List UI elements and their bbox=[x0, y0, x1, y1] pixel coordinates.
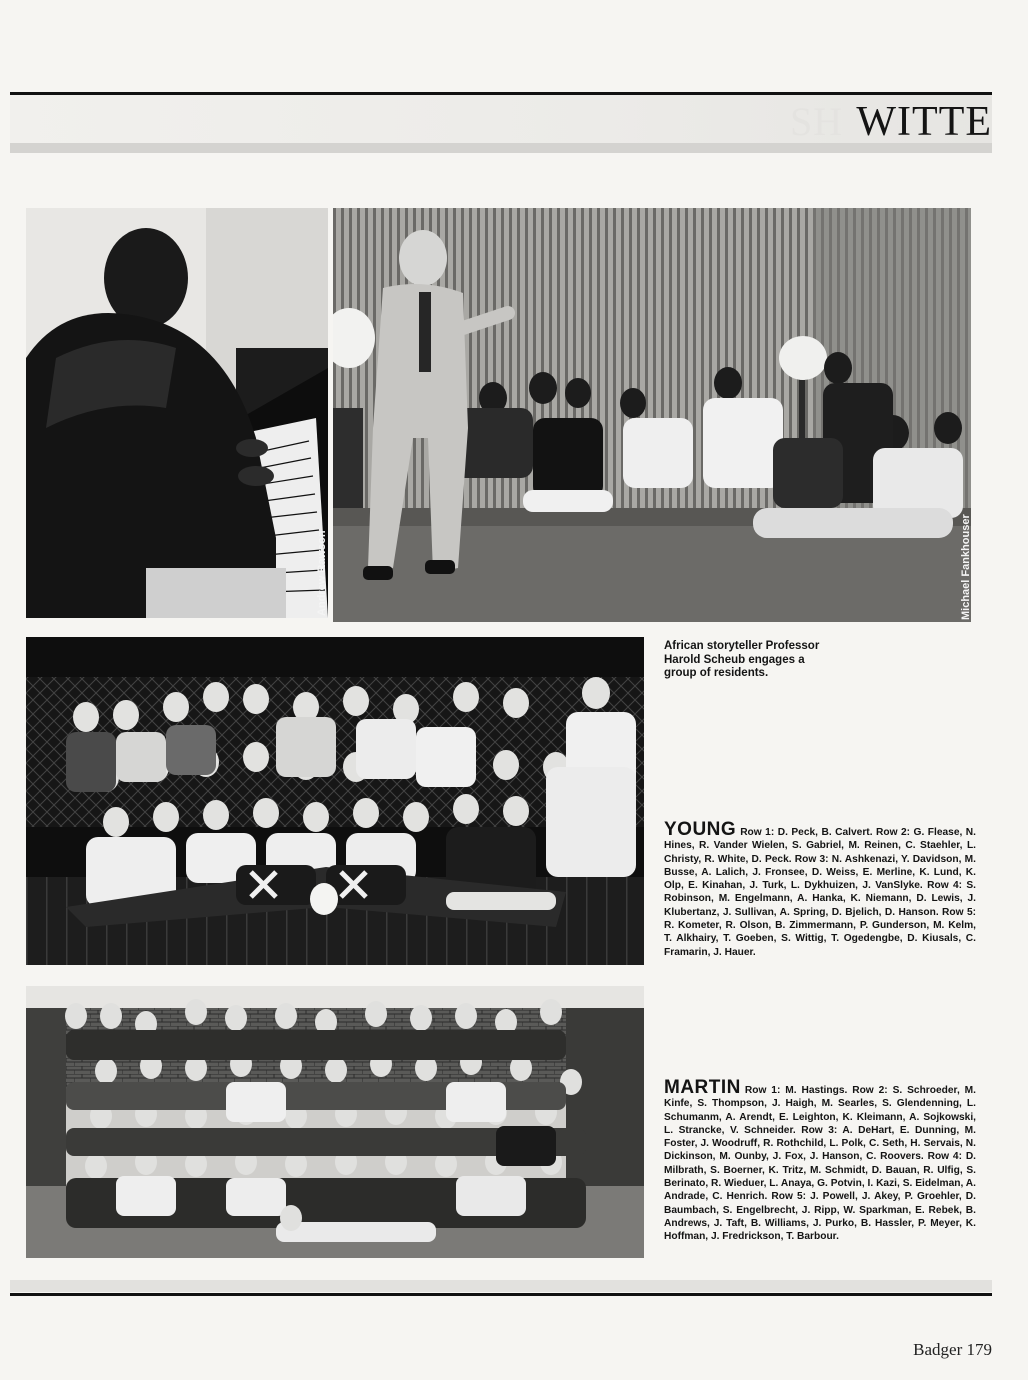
footer-band bbox=[10, 1280, 992, 1292]
header-ghost-lettering: SH bbox=[790, 99, 844, 144]
page-title: WITTE bbox=[856, 99, 992, 145]
martin-group-photo-image bbox=[26, 986, 644, 1258]
young-roster bbox=[664, 819, 976, 959]
piano-photo-image bbox=[26, 208, 328, 618]
young-roster-text: Row 1: D. Peck, B. Calvert. Row 2: G. Flease, N. Hines, R. Vander Wielen, S. Gabriel, M. Reinen, C. Staehler, L. Christy, R. White, D. Peck. Row 3: N. Ashkenazi, Y. Davidson, M. Busse, A. Lalich, J. Fronsee, D. Weiss, E. Merline, K. Lund, K. Olp, E. Kinahan, J. Turk, L. Dykhuizen, J. VanSlyke. Row 4: S. Robinson, M. Engelmann, A. Hanka, K. Niemann, D. Lewis, J. Klubertanz, J. Sullivan, A. Spring, D. Bjelich, D. Hanson. Row 5: R. Kometer, R. Olson, B. Zimmermann, P. Gunderson, M. Kelm, T. Alkhairy, T. Goeben, S. Wittig, T. Ogedengbe, D. Kiusals, C. Framarin, J. Hauer. bbox=[664, 827, 976, 958]
martin-roster-text: Row 1: M. Hastings. Row 2: S. Schroeder, M. Kinfe, S. Thompson, J. Haigh, M. Searles, S. Glendenning, L. Schumanm, A. Arendt, E. Leighton, K. Kleimann, A. Sojkowski, L. Strancke, V. Schneider. Row 3: A. DeHart, E. Dunning, M. Foster, J. Woodruff, R. Rothchild, L. Polk, C. Seth, H. Servais, N. Dickinson, M. Ounby, J. Fox, J. Hanson, C. Roovers. Row 4: D. Milbrath, S. Boerner, K. Tritz, M. Schmidt, D. Bauan, R. Ulfig, S. Berinato, R. Wieduer, L. Anaya, G. Potvin, I. Kazi, S. Eidelman, A. Andrade, C. Henrich. Row 5: J. Powell, J. Akey, P. Groehler, D. Baumbach, S. Engelbrecht, J. Ripp, W. Sparkman, E. Rebek, B. Andrews, J. Taft, B. Williams, J. Purko, B. Hassler, P. Meyer, K. Hoffman, J. Fredrickson, T. Barbour. bbox=[664, 1085, 976, 1243]
storyteller-caption: African storyteller Professor Harold Scheub engages a group of residents. bbox=[664, 640, 820, 679]
piano-photo-credit: Andrew Rawson bbox=[316, 530, 328, 616]
bottom-rule bbox=[10, 1293, 992, 1296]
storyteller-photo-image bbox=[333, 208, 971, 622]
storyteller-photo bbox=[333, 208, 971, 622]
header-band bbox=[10, 95, 992, 143]
piano-photo bbox=[26, 208, 328, 618]
young-group-name: YOUNG bbox=[664, 819, 737, 840]
martin-roster bbox=[664, 1077, 976, 1244]
young-group-photo-image bbox=[26, 637, 644, 965]
young-group-photo bbox=[26, 637, 644, 965]
storyteller-photo-credit: Michael Fankhouser bbox=[960, 514, 972, 620]
martin-group-name: MARTIN bbox=[664, 1077, 741, 1098]
martin-group-photo bbox=[26, 986, 644, 1258]
header-band-shadow bbox=[10, 143, 992, 153]
page-folio: Badger 179 bbox=[913, 1340, 992, 1359]
